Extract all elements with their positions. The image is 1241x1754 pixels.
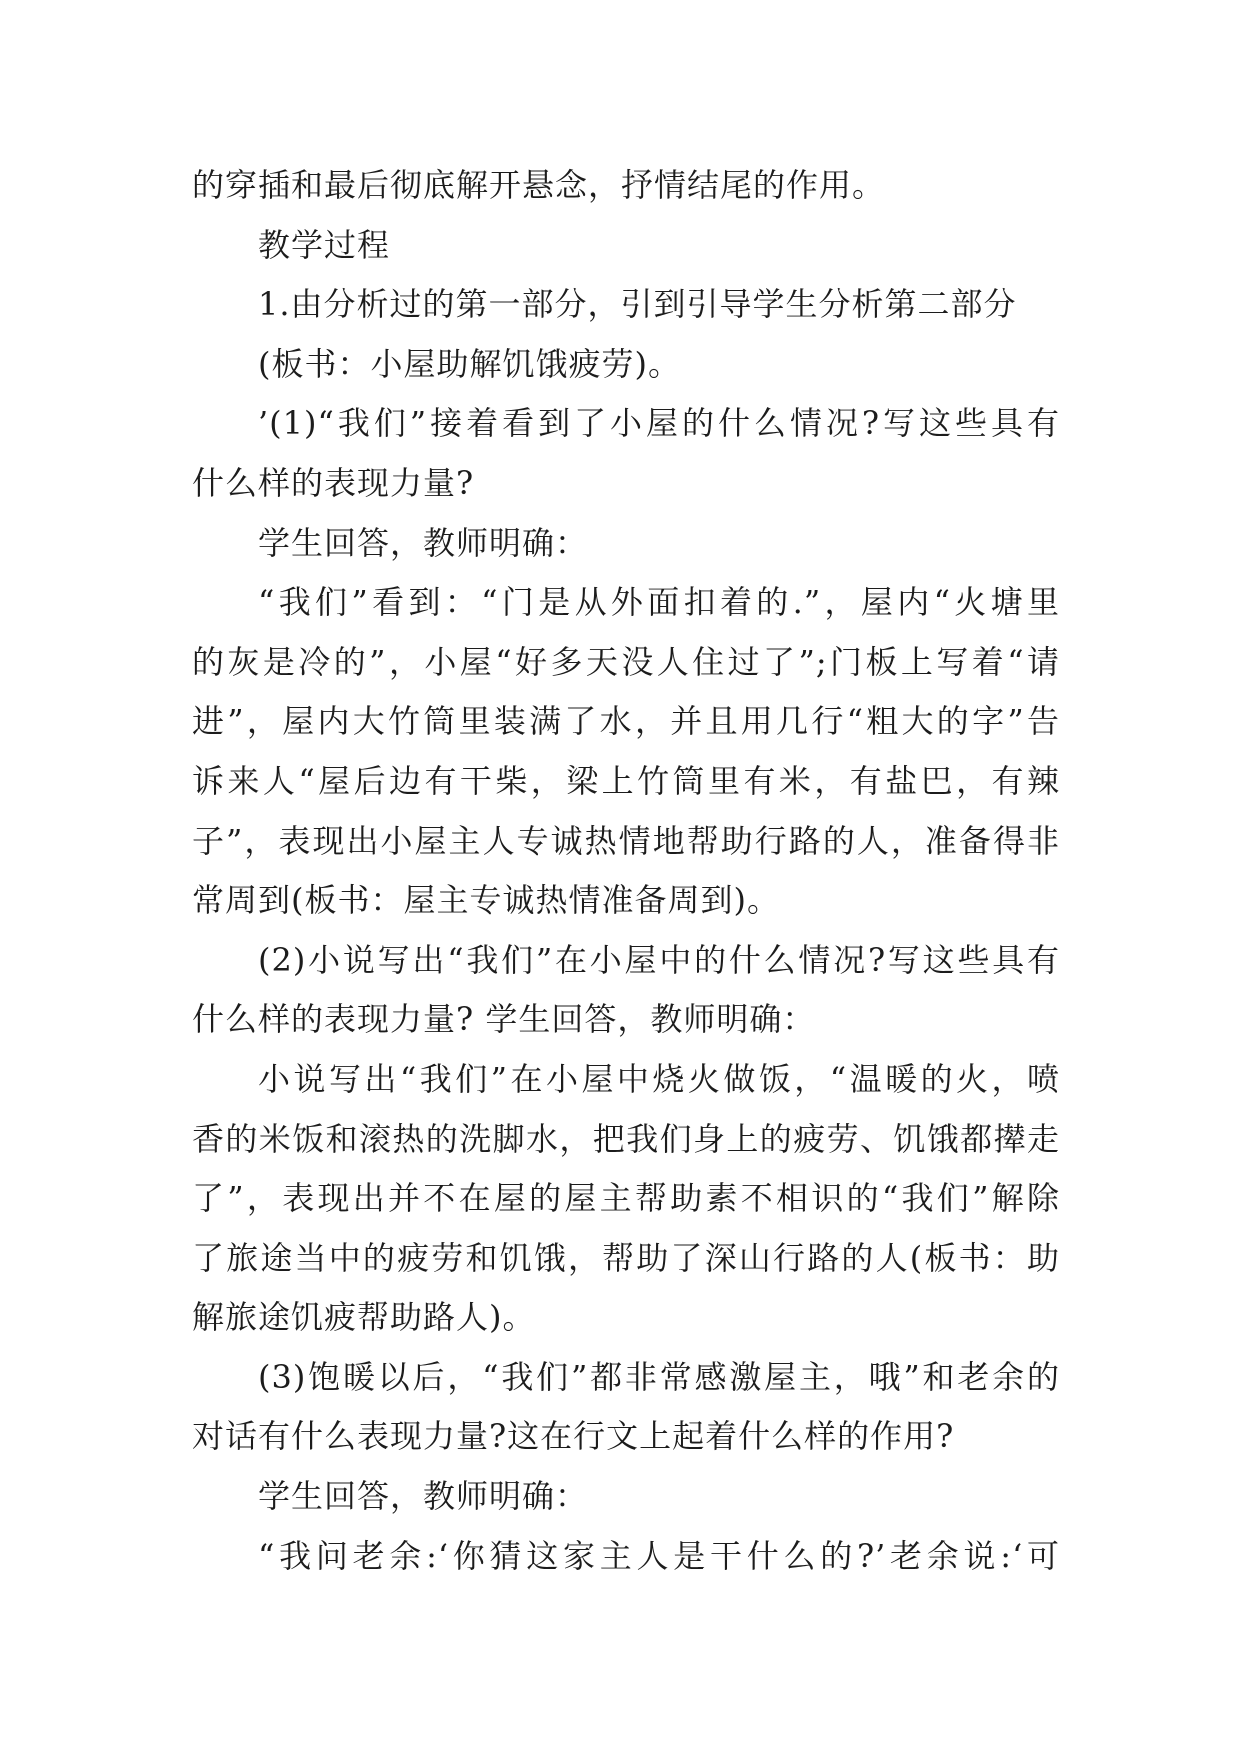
section-heading: 教学过程	[258, 225, 391, 264]
text-line: 的灰是冷的”，小屋“好多天没人住过了”;门板上写着“请	[192, 642, 1060, 681]
text-line: 进”，屋内大竹筒里装满了水，并且用几行“粗大的字”告	[192, 702, 1060, 741]
text-line: (3)饱暖以后，“我们”都非常感激屋主，哦”和老余的	[258, 1357, 1060, 1396]
page-body	[192, 156, 1060, 1586]
text-line: 学生回答，教师明确：	[258, 523, 589, 562]
text-line: “我们”看到：“门是从外面扣着的.”，屋内“火塘里	[258, 583, 1060, 622]
text-line: 解旅途饥疲帮助路人)。	[192, 1298, 536, 1337]
text-line: (板书：小屋助解饥饿疲劳)。	[258, 344, 681, 383]
text-line: 1.由分析过的第一部分，引到引导学生分析第二部分	[258, 285, 1017, 324]
text-line: 诉来人“屋后边有干柴，梁上竹筒里有米，有盐巴，有辣	[192, 761, 1060, 800]
text-line: (2)小说写出“我们”在小屋中的什么情况?写这些具有	[258, 940, 1060, 979]
text-line: 常周到(板书：屋主专诚热情准备周到)。	[192, 881, 780, 920]
text-line: “我问老余:‘你猜这家主人是干什么的?’老余说:‘可	[258, 1536, 1060, 1575]
text-line: 小说写出“我们”在小屋中烧火做饭，“温暖的火，喷	[258, 1059, 1060, 1098]
text-line: 对话有什么表现力量?这在行文上起着什么样的作用?	[192, 1417, 955, 1456]
text-line: 了”，表现出并不在屋的屋主帮助素不相识的“我们”解除	[192, 1179, 1060, 1218]
text-line: 的穿插和最后彻底解开悬念，抒情结尾的作用。	[192, 166, 886, 204]
text-line: 什么样的表现力量? 学生回答，教师明确：	[192, 1000, 816, 1039]
text-line: 香的米饭和滚热的洗脚水，把我们身上的疲劳、饥饿都撵走	[192, 1119, 1060, 1158]
text-line: 什么样的表现力量?	[192, 463, 475, 502]
text-line: 了旅途当中的疲劳和饥饿，帮助了深山行路的人(板书：助	[192, 1238, 1060, 1277]
text-line: 学生回答，教师明确：	[258, 1477, 589, 1516]
text-line: ’(1)“我们”接着看到了小屋的什么情况?写这些具有	[258, 404, 1060, 443]
text-line: 子”，表现出小屋主人专诚热情地帮助行路的人，准备得非	[192, 821, 1060, 860]
